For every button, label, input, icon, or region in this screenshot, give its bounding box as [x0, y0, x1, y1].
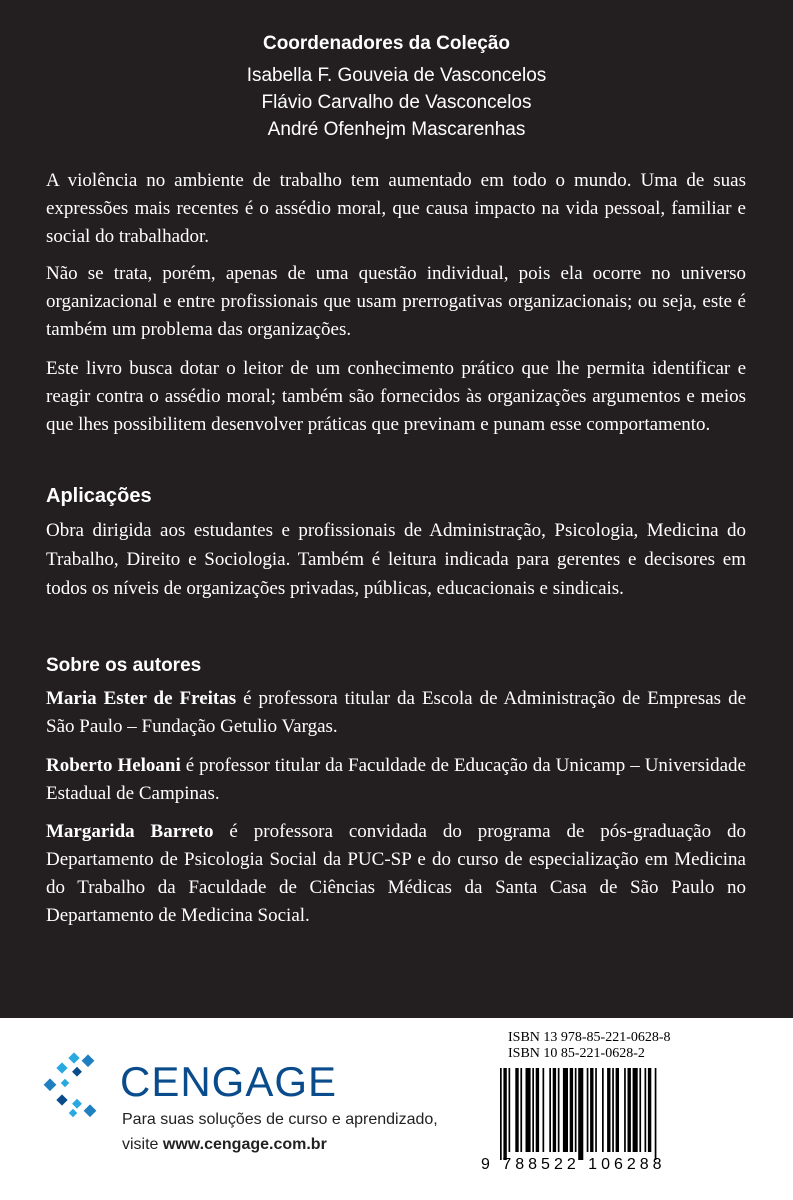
author-bio-text: é professora titular da Escola de Administração de Empresas de São Paulo – Fundação Getulio Vargas.	[46, 688, 746, 737]
applications-heading: Aplicações	[46, 485, 152, 507]
intro-paragraph: Não se trata, porém, apenas de uma questão individual, pois ela ocorre no universo organizacional e entre profissionais que usam prerrogativas organizacionais; ou seja, este é também um problema das organizações.	[46, 263, 746, 340]
coordinator-name: Flávio Carvalho de Vasconcelos	[261, 92, 532, 113]
barcode-bar	[607, 1068, 610, 1152]
barcode-bar	[616, 1068, 619, 1152]
barcode-bar	[515, 1068, 518, 1152]
coordinator-name: Isabella F. Gouveia de Vasconcelos	[246, 65, 547, 86]
barcode-bars	[500, 1068, 704, 1160]
author-name: Roberto Heloani	[46, 755, 181, 776]
barcode-bar	[639, 1068, 641, 1152]
author-bio-text: é professor titular da Faculdade de Educação da Unicamp – Universidade Estadual de Campinas.	[46, 755, 746, 804]
author-bio	[46, 818, 746, 930]
author-bio	[46, 685, 746, 741]
barcode-bar	[500, 1068, 502, 1160]
publisher-tagline: Para suas soluções de curso e aprendizado,	[122, 1111, 438, 1128]
barcode-bar	[520, 1068, 522, 1152]
publisher-brand: CENGAGE	[120, 1058, 338, 1105]
barcode-bar	[509, 1068, 511, 1152]
barcode-digits: 9 788522 106288	[481, 1156, 666, 1173]
authors-heading: Sobre os autores	[46, 655, 202, 676]
author-bio-text: é professora convidada do programa de pós-graduação do Departamento de Psicologia Social da PUC-SP e do curso de especialização em Medicina do Trabalho da Faculdade de Ciências Médicas da Santa Casa de São Paulo no Departamento de Medicina Social.	[46, 821, 746, 926]
barcode-bar	[655, 1068, 657, 1160]
author-name: Margarida Barreto	[46, 821, 214, 842]
barcode-bar	[612, 1068, 614, 1152]
barcode-bar	[532, 1068, 534, 1152]
isbn-barcode-panel	[478, 1026, 724, 1192]
barcode-bar	[558, 1068, 560, 1152]
publisher-website-line	[122, 1136, 327, 1154]
barcode-bar	[563, 1068, 568, 1152]
barcode-bar	[503, 1068, 506, 1160]
barcode-bar	[633, 1068, 638, 1152]
barcode-bar	[575, 1068, 577, 1152]
website-prefix: visite	[122, 1136, 163, 1153]
barcode-bar	[595, 1068, 597, 1152]
intro-paragraph: A violência no ambiente de trabalho tem aumentado em todo o mundo. Uma de suas expressões mais recentes é o assédio moral, que causa impacto na vida pessoal, familiar e social do trabalhador.	[46, 170, 746, 247]
barcode-bar	[602, 1068, 604, 1152]
barcode-bar	[553, 1068, 556, 1152]
intro-paragraph: Este livro busca dotar o leitor de um conhecimento prático que lhe permita identificar e reagir contra o assédio moral; também são fornecidos às organizações argumentos e meios que lhes possibilitem desenvolver práticas que previnam e punam esse comportamento.	[46, 358, 746, 435]
isbn10-label: ISBN 10 85-221-0628-2	[508, 1046, 645, 1061]
barcode-bar	[570, 1068, 573, 1152]
barcode-bar	[628, 1068, 631, 1152]
barcode-bar	[590, 1068, 593, 1152]
website-link[interactable]: www.cengage.com.br	[162, 1136, 327, 1153]
author-name: Maria Ester de Freitas	[46, 688, 237, 709]
barcode-bar	[543, 1068, 545, 1152]
applications-text: Obra dirigida aos estudantes e profissionais de Administração, Psicologia, Medicina do Trabalho, Direito e Sociologia. Também é leitura indicada para gerentes e decisores em todos os níveis de organizações privadas, públicas, educacionais e sindicais.	[46, 520, 746, 599]
coordinators-list	[0, 62, 793, 143]
author-bio	[46, 752, 746, 808]
coordinator-name: André Ofenhejm Mascarenhas	[267, 119, 526, 140]
coordinators-title: Coordenadores da Coleção	[262, 33, 511, 54]
isbn13-label: ISBN 13 978-85-221-0628-8	[508, 1030, 671, 1045]
barcode-bar	[624, 1068, 626, 1152]
barcode-bar	[645, 1068, 647, 1152]
barcode-bar	[526, 1068, 531, 1152]
barcode-bar	[587, 1068, 589, 1152]
barcode-bar	[549, 1068, 551, 1152]
barcode-bar	[578, 1068, 583, 1160]
barcode-bar	[536, 1068, 539, 1152]
barcode-bar	[648, 1068, 651, 1152]
cengage-logo-icon	[40, 1050, 120, 1120]
